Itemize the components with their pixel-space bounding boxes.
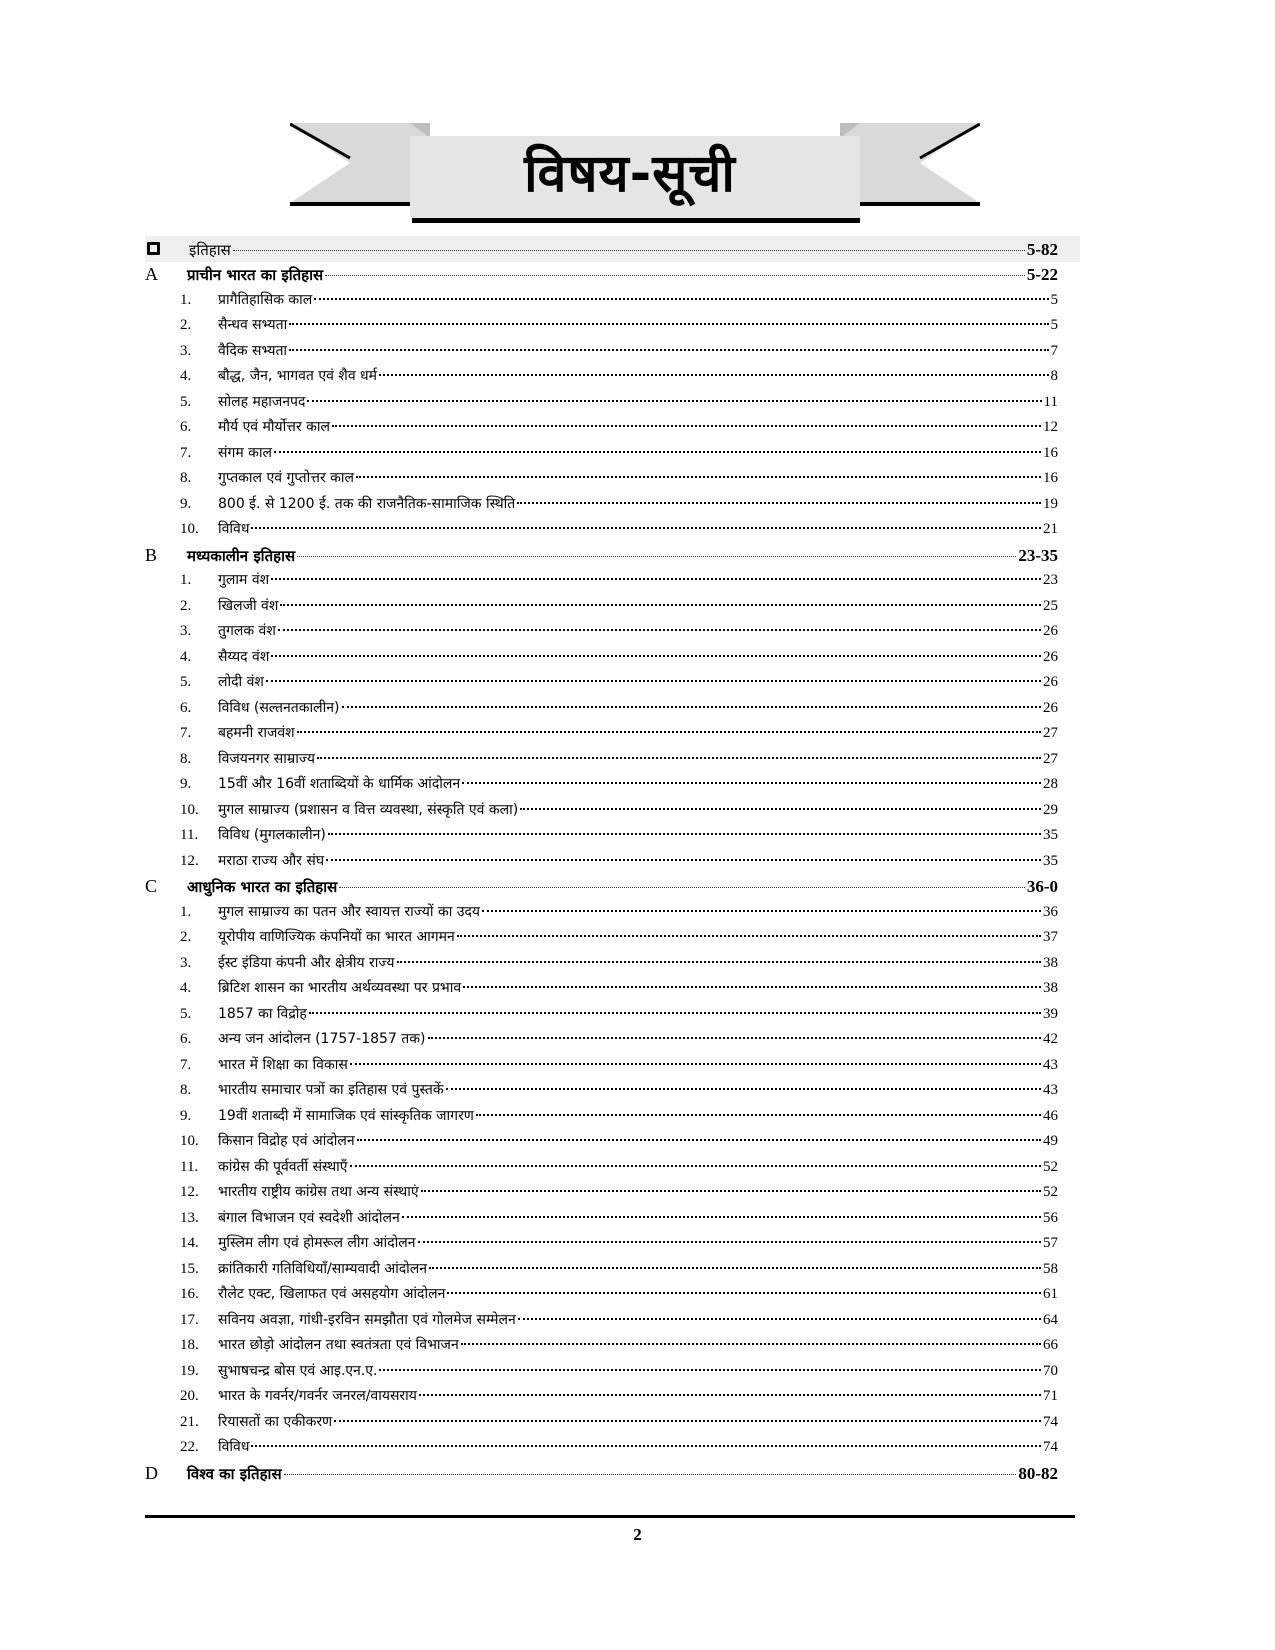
toc-item[interactable] — [145, 900, 1080, 926]
item-title: मराठा राज्य और संघ — [218, 852, 325, 869]
item-page: 43 — [1043, 1082, 1058, 1098]
dot-leader — [309, 1011, 1041, 1014]
item-title: मुस्लिम लीग एवं होमरूल लीग आंदोलन — [218, 1235, 416, 1251]
item-title: संगम काल — [218, 444, 273, 461]
toc-item[interactable] — [145, 1053, 1080, 1079]
dot-leader — [350, 1164, 1041, 1167]
toc-item[interactable] — [145, 1180, 1080, 1206]
dot-leader — [289, 348, 1048, 351]
section-pages: 23-35 — [1018, 545, 1058, 565]
dot-leader — [342, 705, 1041, 708]
item-number: 2. — [180, 929, 192, 945]
toc-item[interactable] — [145, 1308, 1080, 1334]
item-title: भारतीय राष्ट्रीय कांग्रेस तथा अन्य संस्थाएं — [218, 1184, 419, 1200]
toc-main-entry[interactable] — [145, 236, 1080, 262]
dot-leader — [419, 1393, 1041, 1396]
item-page: 38 — [1043, 954, 1058, 971]
item-page: 56 — [1043, 1209, 1058, 1226]
dot-leader — [289, 322, 1048, 325]
dot-leader — [402, 1215, 1041, 1218]
dot-leader — [314, 297, 1048, 300]
item-title: सैन्धव सभ्यता — [218, 317, 288, 333]
dot-leader — [482, 909, 1041, 912]
toc-item[interactable] — [145, 619, 1080, 645]
item-number: 20. — [180, 1388, 199, 1404]
item-page: 7 — [1050, 342, 1058, 359]
item-title: भारत में शिक्षा का विकास — [218, 1056, 348, 1073]
toc-item[interactable] — [145, 1282, 1080, 1308]
item-page: 71 — [1043, 1388, 1058, 1404]
item-title: लोदी वंश — [218, 674, 264, 690]
item-page: 38 — [1043, 980, 1058, 996]
item-title: गुप्तकाल एवं गुप्तोत्तर काल — [218, 470, 354, 486]
item-number: 4. — [180, 648, 192, 665]
item-page: 74 — [1043, 1413, 1058, 1430]
item-number: 3. — [180, 623, 192, 639]
dot-leader — [518, 1317, 1041, 1320]
toc-item[interactable] — [145, 1206, 1080, 1232]
dot-leader — [463, 985, 1041, 988]
item-title: किसान विद्रोह एवं आंदोलन — [218, 1133, 355, 1149]
item-title: तुगलक वंश — [218, 623, 276, 639]
item-title: ईस्ट इंडिया कंपनी और क्षेत्रीय राज्य — [218, 954, 395, 971]
item-page: 70 — [1043, 1362, 1058, 1379]
toc-item[interactable] — [145, 1435, 1080, 1461]
item-title: बौद्ध, जैन, भागवत एवं शैव धर्म — [218, 368, 378, 384]
toc-item[interactable] — [145, 645, 1080, 671]
item-page: 19 — [1043, 495, 1058, 512]
item-title: कांग्रेस की पूर्ववर्ती संस्थाएँ — [218, 1158, 348, 1175]
dot-leader — [297, 555, 1016, 557]
dot-leader — [326, 858, 1041, 861]
item-title: यूरोपीय वाणिज्यिक कंपनियों का भारत आगमन — [218, 929, 455, 945]
toc-item[interactable] — [145, 568, 1080, 594]
item-page: 25 — [1043, 597, 1058, 614]
item-number: 10. — [180, 521, 199, 537]
item-number: 19. — [180, 1362, 199, 1379]
item-page: 64 — [1043, 1311, 1058, 1328]
item-title: गुलाम वंश — [218, 572, 270, 588]
dot-leader — [447, 1291, 1041, 1294]
page-number: 2 — [633, 1525, 642, 1544]
item-page: 52 — [1043, 1158, 1058, 1175]
item-number: 6. — [180, 699, 192, 716]
toc-item[interactable] — [145, 1078, 1080, 1104]
toc-section-a[interactable] — [145, 262, 1080, 288]
toc-item[interactable] — [145, 1155, 1080, 1181]
main-entry-title: इतिहास — [189, 241, 231, 259]
toc-item[interactable] — [145, 466, 1080, 492]
dot-leader — [266, 679, 1041, 682]
section-pages: 80-82 — [1018, 1463, 1058, 1483]
item-number: 2. — [180, 317, 192, 333]
item-number: 11. — [180, 827, 199, 843]
item-title: 19वीं शताब्दी में सामाजिक एवं सांस्कृतिक जागरण — [218, 1107, 474, 1124]
item-title: अन्य जन आंदोलन (1757-1857 तक) — [218, 1031, 426, 1047]
item-page: 49 — [1043, 1133, 1058, 1149]
item-number: 6. — [180, 419, 192, 435]
toc-item[interactable] — [145, 1002, 1080, 1028]
toc-item[interactable] — [145, 288, 1080, 314]
item-title: सविनय अवज्ञा, गांधी-इरविन समझौता एवं गोलमेज सम्मेलन — [218, 1311, 516, 1328]
item-number: 17. — [180, 1311, 199, 1328]
item-page: 66 — [1043, 1337, 1058, 1353]
item-title: सोलह महाजनपद — [218, 393, 306, 410]
item-title: भारत के गवर्नर/गवर्नर जनरल/वायसराय — [218, 1388, 417, 1404]
toc-item[interactable] — [145, 772, 1080, 798]
item-number: 3. — [180, 954, 192, 971]
item-page: 74 — [1043, 1439, 1058, 1455]
item-number: 12. — [180, 852, 199, 869]
dot-leader — [251, 526, 1041, 529]
dot-leader — [334, 1419, 1041, 1422]
item-page: 27 — [1043, 750, 1058, 767]
item-page: 21 — [1043, 521, 1058, 537]
dot-leader — [357, 1138, 1041, 1141]
toc-section-b[interactable] — [145, 543, 1080, 569]
item-title: क्रांतिकारी गतिविधियाँ/साम्यवादी आंदोलन — [218, 1260, 428, 1277]
section-title: विश्व का इतिहास — [187, 1464, 282, 1483]
item-number: 9. — [180, 776, 192, 792]
checkbox-square-icon — [147, 242, 160, 255]
item-title: भारत छोड़ो आंदोलन तथा स्वतंत्रता एवं विभाजन — [218, 1337, 459, 1353]
toc-item[interactable] — [145, 441, 1080, 467]
item-page: 16 — [1043, 470, 1058, 486]
item-title: प्रागैतिहासिक काल — [218, 291, 313, 308]
item-title: बहमनी राजवंश — [218, 725, 295, 741]
item-title: विविध — [218, 1439, 250, 1455]
item-number: 8. — [180, 1082, 192, 1098]
toc-item[interactable] — [145, 313, 1080, 339]
dot-leader — [517, 501, 1041, 504]
dot-leader — [428, 1036, 1042, 1039]
section-letter: A — [145, 264, 158, 284]
dot-leader — [271, 654, 1041, 657]
item-page: 35 — [1043, 852, 1058, 869]
item-number: 5. — [180, 393, 192, 410]
toc-item[interactable] — [145, 1410, 1080, 1436]
item-number: 7. — [180, 725, 192, 741]
toc-item[interactable] — [145, 1333, 1080, 1359]
toc-item[interactable] — [145, 517, 1080, 543]
toc-item[interactable] — [145, 364, 1080, 390]
toc-item[interactable] — [145, 670, 1080, 696]
item-page: 26 — [1043, 674, 1058, 690]
item-title: मुगल साम्राज्य का पतन और स्वायत्त राज्यों का उदय — [218, 903, 481, 920]
dot-leader — [379, 1368, 1041, 1371]
item-page: 29 — [1043, 801, 1058, 818]
dot-leader — [339, 886, 1025, 888]
item-title: विविध (मुगलकालीन) — [218, 827, 326, 843]
item-page: 52 — [1043, 1184, 1058, 1200]
item-page: 5 — [1050, 291, 1058, 308]
item-title: 15वीं और 16वीं शताब्दियों के धार्मिक आंदोलन — [218, 776, 461, 792]
item-title: मुगल साम्राज्य (प्रशासन व वित्त व्यवस्था, संस्कृति एवं कला) — [218, 801, 519, 818]
item-page: 23 — [1043, 572, 1058, 588]
item-page: 27 — [1043, 725, 1058, 741]
dot-leader — [325, 274, 1025, 276]
main-entry-marker — [145, 236, 189, 262]
item-number: 14. — [180, 1235, 199, 1251]
dot-leader — [233, 249, 1025, 251]
toc-item[interactable] — [145, 1359, 1080, 1385]
toc-item[interactable] — [145, 1257, 1080, 1283]
toc-item[interactable] — [145, 492, 1080, 518]
item-page: 26 — [1043, 623, 1058, 639]
toc-item[interactable] — [145, 1027, 1080, 1053]
dot-leader — [446, 1087, 1041, 1090]
item-title: विविध (सल्तनतकालीन) — [218, 699, 340, 716]
item-page: 46 — [1043, 1107, 1058, 1124]
item-page: 39 — [1043, 1005, 1058, 1022]
dot-leader — [284, 1473, 1017, 1475]
dot-leader — [332, 424, 1041, 427]
toc-item[interactable] — [145, 925, 1080, 951]
item-number: 9. — [180, 495, 192, 512]
toc-item[interactable] — [145, 594, 1080, 620]
dot-leader — [350, 1062, 1041, 1065]
item-number: 9. — [180, 1107, 192, 1124]
item-title: विजयनगर साम्राज्य — [218, 750, 315, 767]
item-title: विविध — [218, 521, 250, 537]
section-title: आधुनिक भारत का इतिहास — [187, 878, 338, 896]
item-page: 12 — [1043, 419, 1058, 435]
item-number: 22. — [180, 1439, 199, 1455]
dot-leader — [429, 1266, 1041, 1269]
toc-item[interactable] — [145, 1384, 1080, 1410]
dot-leader — [271, 577, 1041, 580]
item-title: 1857 का विद्रोह — [218, 1005, 307, 1022]
item-page: 11 — [1043, 393, 1058, 410]
toc-item[interactable] — [145, 849, 1080, 875]
item-title: सैय्यद वंश — [218, 648, 270, 665]
item-page: 43 — [1043, 1056, 1058, 1073]
item-page: 61 — [1043, 1286, 1058, 1302]
dot-leader — [251, 1444, 1041, 1447]
toc-item[interactable] — [145, 823, 1080, 849]
section-letter: D — [145, 1462, 158, 1483]
section-title: मध्यकालीन इतिहास — [187, 546, 296, 565]
footer-rule — [145, 1515, 1075, 1518]
toc-item[interactable] — [145, 747, 1080, 773]
item-title: वैदिक सभ्यता — [218, 342, 288, 359]
toc-item[interactable] — [145, 721, 1080, 747]
item-page: 35 — [1043, 827, 1058, 843]
item-page: 26 — [1043, 699, 1058, 716]
item-number: 12. — [180, 1184, 199, 1200]
item-number: 4. — [180, 980, 192, 996]
toc-item[interactable] — [145, 951, 1080, 977]
section-letter: B — [145, 544, 158, 565]
item-page: 36 — [1043, 903, 1058, 920]
toc-item[interactable] — [145, 976, 1080, 1002]
item-title: भारतीय समाचार पत्रों का इतिहास एवं पुस्तकें — [218, 1082, 444, 1098]
dot-leader — [274, 450, 1041, 453]
item-number: 8. — [180, 470, 192, 486]
item-title: रौलेट एक्ट, खिलाफत एवं असहयोग आंदोलन — [218, 1286, 446, 1302]
item-page: 57 — [1043, 1235, 1058, 1251]
item-number: 7. — [180, 1056, 192, 1073]
item-number: 1. — [180, 903, 192, 920]
item-number: 13. — [180, 1209, 199, 1226]
toc-item[interactable] — [145, 339, 1080, 365]
dot-leader — [418, 1240, 1041, 1243]
dot-leader — [476, 1113, 1041, 1116]
item-page: 28 — [1043, 776, 1058, 792]
item-number: 6. — [180, 1031, 192, 1047]
toc-section-d[interactable] — [145, 1461, 1080, 1487]
item-number: 3. — [180, 342, 192, 359]
toc-item[interactable] — [145, 798, 1080, 824]
item-title: सुभाषचन्द्र बोस एवं आइ.एन.ए. — [218, 1362, 378, 1379]
item-number: 1. — [180, 572, 192, 588]
toc-item[interactable] — [145, 415, 1080, 441]
section-title: प्राचीन भारत का इतिहास — [187, 266, 324, 284]
item-number: 15. — [180, 1260, 199, 1277]
item-number: 18. — [180, 1337, 199, 1353]
toc-item[interactable] — [145, 1129, 1080, 1155]
item-title: खिलजी वंश — [218, 597, 279, 614]
item-page: 58 — [1043, 1260, 1058, 1277]
item-page: 8 — [1050, 368, 1058, 384]
dot-leader — [461, 1342, 1041, 1345]
toc-item[interactable] — [145, 390, 1080, 416]
section-pages: 5-22 — [1026, 265, 1058, 284]
dot-leader — [307, 399, 1041, 402]
dot-leader — [328, 832, 1041, 835]
item-number: 5. — [180, 674, 192, 690]
dot-leader — [317, 756, 1041, 759]
toc-section-c[interactable] — [145, 874, 1080, 900]
item-number: 8. — [180, 750, 192, 767]
item-number: 1. — [180, 291, 192, 308]
section-letter: C — [145, 876, 158, 896]
dot-leader — [379, 373, 1048, 376]
item-number: 7. — [180, 444, 192, 461]
page-title: विषय-सूची — [524, 144, 736, 204]
toc-item[interactable] — [145, 1231, 1080, 1257]
item-number: 16. — [180, 1286, 199, 1302]
item-page: 26 — [1043, 648, 1058, 665]
item-number: 11. — [180, 1158, 199, 1175]
item-number: 21. — [180, 1413, 199, 1430]
item-page: 37 — [1043, 929, 1058, 945]
table-of-contents — [145, 236, 1080, 1486]
item-number: 4. — [180, 368, 192, 384]
dot-leader — [397, 960, 1041, 963]
main-entry-pages: 5-82 — [1026, 240, 1058, 259]
item-page: 16 — [1043, 444, 1058, 461]
dot-leader — [421, 1189, 1041, 1192]
item-number: 10. — [180, 801, 199, 818]
dot-leader — [297, 730, 1041, 733]
item-number: 2. — [180, 597, 192, 614]
dot-leader — [520, 807, 1041, 810]
dot-leader — [280, 603, 1041, 606]
dot-leader — [462, 781, 1041, 784]
item-title: 800 ई. से 1200 ई. तक की राजनैतिक-सामाजिक स्थिति — [218, 495, 516, 512]
item-title: ब्रिटिश शासन का भारतीय अर्थव्यवस्था पर प्रभाव — [218, 980, 462, 996]
item-page: 42 — [1043, 1031, 1058, 1047]
item-number: 10. — [180, 1133, 199, 1149]
section-pages: 36-0 — [1026, 877, 1058, 896]
item-page: 5 — [1050, 317, 1058, 333]
item-title: मौर्य एवं मौर्योत्तर काल — [218, 419, 331, 435]
item-number: 5. — [180, 1005, 192, 1022]
dot-leader — [356, 475, 1041, 478]
item-title: बंगाल विभाजन एवं स्वदेशी आंदोलन — [218, 1209, 400, 1226]
dot-leader — [457, 934, 1041, 937]
title-banner — [290, 118, 980, 233]
dot-leader — [278, 628, 1041, 631]
item-title: रियासतों का एकीकरण — [218, 1413, 333, 1430]
toc-item[interactable] — [145, 1104, 1080, 1130]
toc-item[interactable] — [145, 696, 1080, 722]
